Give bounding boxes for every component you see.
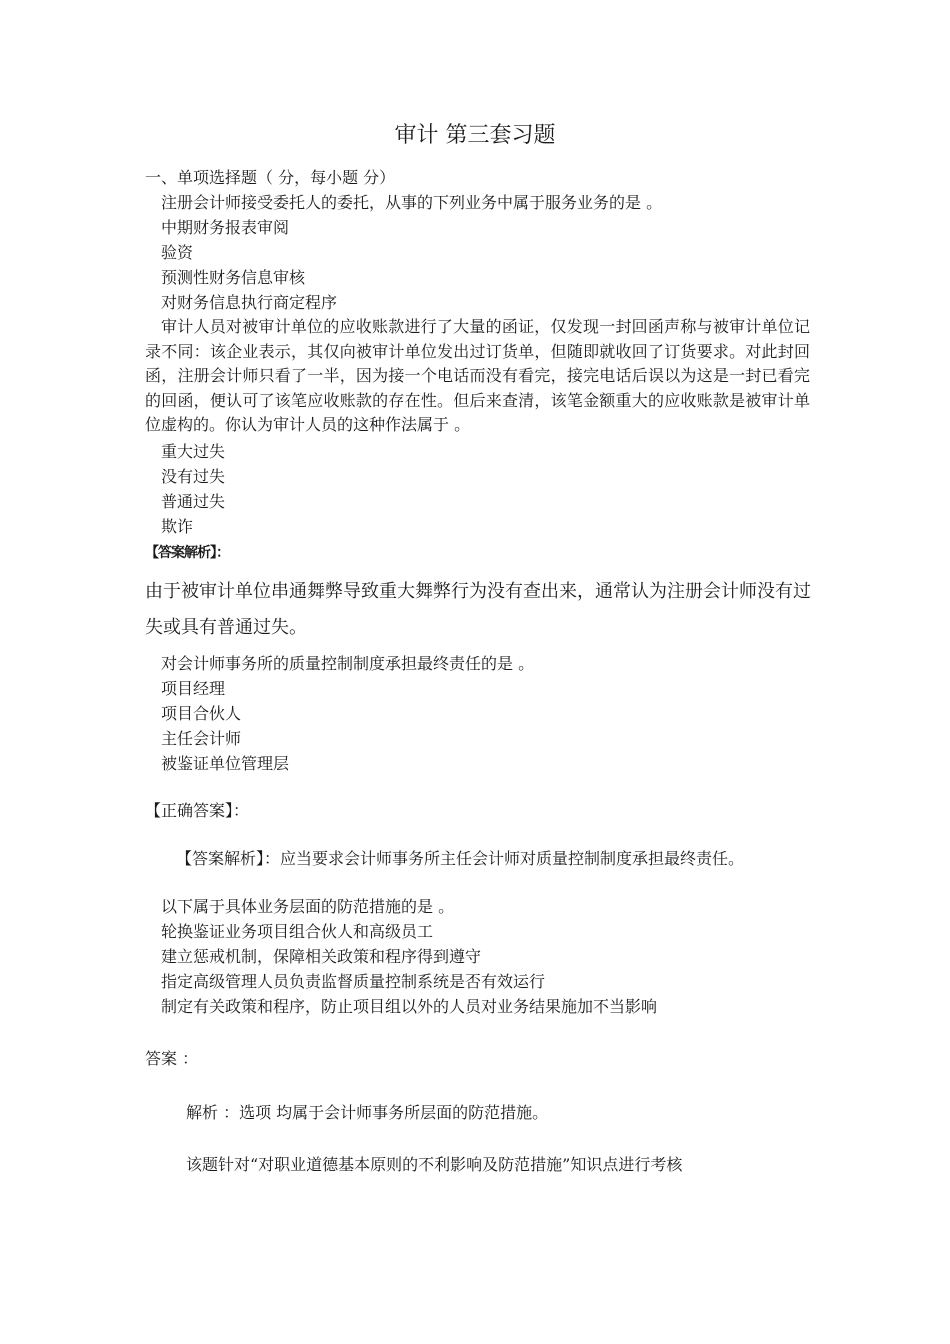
question-3-stem: 对会计师事务所的质量控制制度承担最终责任的是 。 bbox=[161, 654, 535, 673]
section-heading: 一、单项选择题（ 分，每小题 分） bbox=[145, 168, 396, 187]
question-1-option: 预测性财务信息审核 bbox=[161, 268, 306, 287]
question-4-explanation: 解析 ：选项 均属于会计师事务所层面的防范措施。 bbox=[186, 1103, 549, 1122]
question-3-option: 项目合伙人 bbox=[161, 704, 242, 723]
question-3-answer-label: 【正确答案】： bbox=[145, 801, 250, 820]
question-4-answer-label: 答案 ： bbox=[145, 1049, 199, 1068]
question-1-option: 验资 bbox=[161, 243, 194, 262]
question-3-option: 主任会计师 bbox=[161, 729, 242, 748]
question-4-option: 轮换鉴证业务项目组合伙人和高级员工 bbox=[161, 922, 434, 941]
question-2-option: 重大过失 bbox=[161, 442, 226, 461]
question-4-option: 建立惩戒机制，保障相关政策和程序得到遵守 bbox=[161, 947, 482, 966]
question-2-explanation: 由于被审计单位串通舞弊导致重大舞弊行为没有查出来，通常认为注册会计师没有过失或具有普通过失。 bbox=[145, 581, 811, 638]
question-2-option: 没有过失 bbox=[161, 467, 226, 486]
question-1-stem: 注册会计师接受委托人的委托，从事的下列业务中属于服务业务的是 。 bbox=[161, 193, 663, 212]
question-4-option: 指定高级管理人员负责监督质量控制系统是否有效运行 bbox=[161, 972, 546, 991]
page-title: 审计 第三套习题 bbox=[394, 123, 556, 148]
question-2-stem: 审计人员对被审计单位的应收账款进行了大量的函证，仅发现一封回函声称与被审计单位记录不同：该企业表示，其仅向被审计单位发出过订货单，但随即就收回了订货要求。对此封回函，注册会计师只看了一半，因为接一个电话而没有看完，接完电话后误以为这是一封已看完的回函，便认可了该笔应收账款的存在性。但后来查清，该笔金额重大的应收账款是被审计单位虚构的。你认为审计人员的这种作法属于 。 bbox=[145, 317, 810, 435]
question-3-explanation: 【答案解析】：应当要求会计师事务所主任会计师对质量控制制度承担最终责任。 bbox=[176, 849, 745, 868]
question-4-note: 该题针对“对职业道德基本原则的不利影响及防范措施”知识点进行考核 bbox=[186, 1155, 683, 1174]
question-2-answer-label: 【答案解析】： bbox=[145, 545, 229, 561]
question-4-option: 制定有关政策和程序，防止项目组以外的人员对业务结果施加不当影响 bbox=[161, 997, 658, 1016]
question-4-stem: 以下属于具体业务层面的防范措施的是 。 bbox=[161, 897, 455, 916]
question-3-option: 项目经理 bbox=[161, 679, 226, 698]
question-1-option: 中期财务报表审阅 bbox=[161, 218, 290, 237]
question-2-option: 普通过失 bbox=[161, 492, 226, 511]
question-2-option: 欺诈 bbox=[161, 517, 194, 536]
question-3-option: 被鉴证单位管理层 bbox=[161, 754, 290, 773]
question-1-option: 对财务信息执行商定程序 bbox=[161, 293, 338, 312]
